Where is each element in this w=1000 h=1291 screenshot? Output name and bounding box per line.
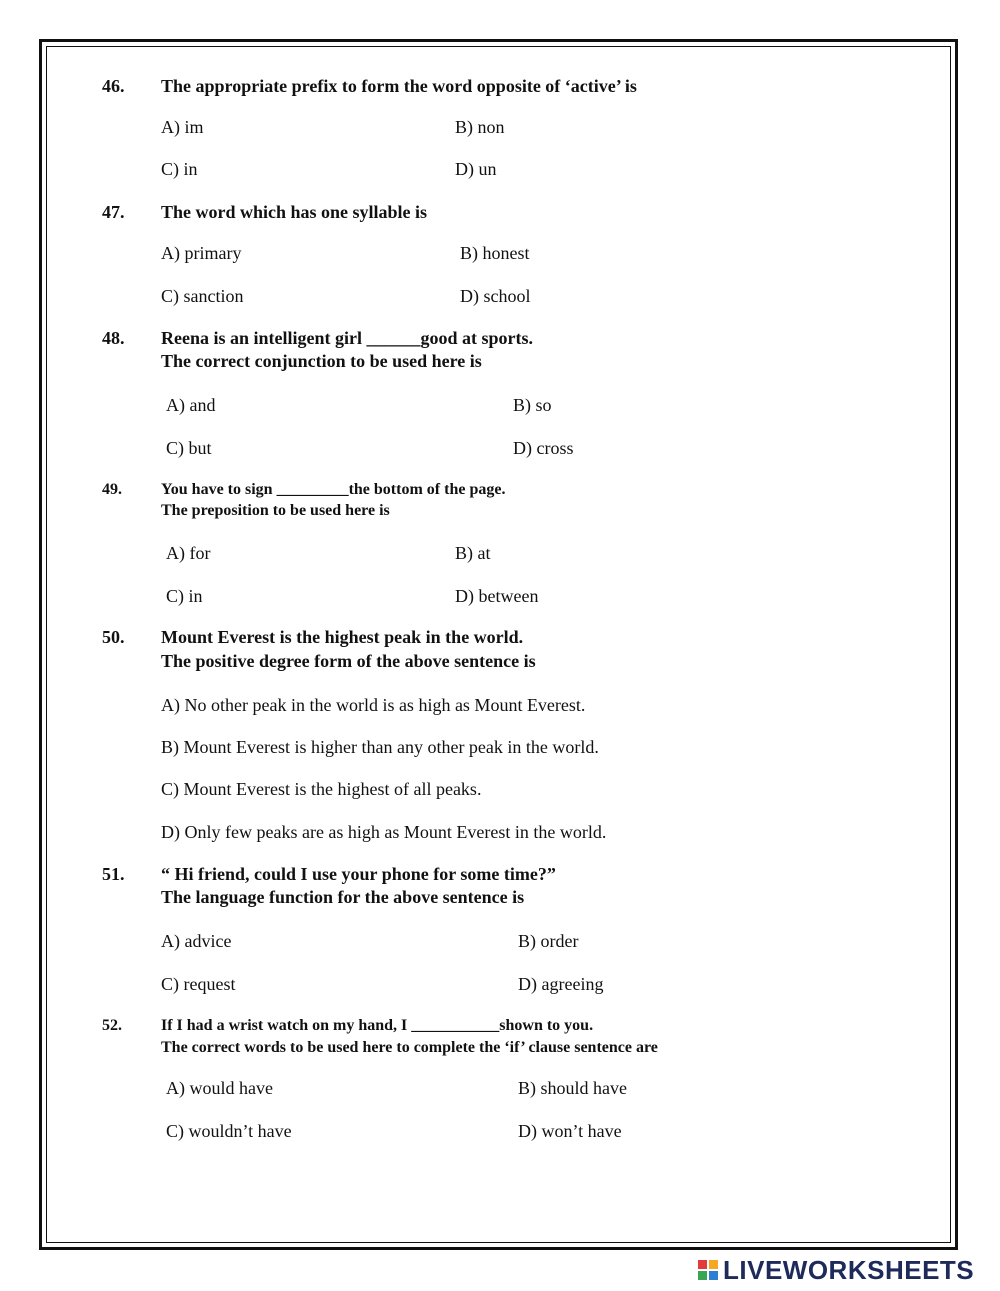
option-d: D) school [460, 286, 531, 306]
option-c: C) sanction [161, 286, 244, 306]
option-c: C) but [166, 438, 212, 458]
question-instruction: The positive degree form of the above sentence is [161, 651, 536, 671]
question-number: 52. [102, 1017, 122, 1034]
option-b: B) order [518, 931, 579, 951]
option-d: D) agreeing [518, 974, 604, 994]
option-a: A) would have [166, 1078, 273, 1098]
option-a: A) im [161, 117, 204, 137]
option-a: A) primary [161, 243, 242, 263]
question-number: 48. [102, 328, 125, 348]
question-instruction: The language function for the above sentence is [161, 887, 525, 907]
option-b: B) at [455, 543, 491, 563]
option-b: B) non [455, 117, 505, 137]
option-c: C) request [161, 974, 236, 994]
question-stem: You have to sign _________the bottom of the page. [161, 481, 506, 498]
option-a: A) and [166, 395, 216, 415]
option-a: A) No other peak in the world is as high as Mount Everest. [161, 695, 586, 715]
question-instruction: The preposition to be used here is [161, 502, 390, 519]
option-d: D) un [455, 159, 497, 179]
question-number: 49. [102, 481, 122, 498]
option-d: D) cross [513, 438, 574, 458]
logo-square-orange [709, 1260, 718, 1269]
question-instruction: The correct conjunction to be used here is [161, 351, 482, 371]
option-d: D) between [455, 586, 539, 606]
option-a: A) advice [161, 931, 232, 951]
option-d: D) Only few peaks are as high as Mount Everest in the world. [161, 822, 607, 842]
logo-square-blue [709, 1271, 718, 1280]
option-b: B) so [513, 395, 552, 415]
question-stem: The word which has one syllable is [161, 202, 428, 222]
question-number: 50. [102, 627, 125, 647]
option-a: A) for [166, 543, 211, 563]
logo-square-red [698, 1260, 707, 1269]
question-stem: Reena is an intelligent girl ______good at sports. [161, 328, 533, 348]
question-stem: The appropriate prefix to form the word opposite of ‘active’ is [161, 76, 637, 96]
question-number: 47. [102, 202, 125, 222]
option-c: C) in [161, 159, 198, 179]
question-stem: Mount Everest is the highest peak in the world. [161, 627, 524, 647]
question-number: 46. [102, 76, 125, 96]
option-c: C) in [166, 586, 203, 606]
question-number: 51. [102, 864, 125, 884]
question-instruction: The correct words to be used here to complete the ‘if’ clause sentence are [161, 1039, 658, 1056]
logo-square-green [698, 1271, 707, 1280]
option-b: B) should have [518, 1078, 627, 1098]
liveworksheets-logo[interactable] [698, 1254, 974, 1286]
option-c: C) Mount Everest is the highest of all peaks. [161, 779, 482, 799]
option-c: C) wouldn’t have [166, 1121, 292, 1141]
option-d: D) won’t have [518, 1121, 622, 1141]
question-stem: If I had a wrist watch on my hand, I ___________shown to you. [161, 1017, 594, 1034]
option-b: B) Mount Everest is higher than any other peak in the world. [161, 737, 599, 757]
brand-name: LIVEWORKSHEETS [723, 1254, 975, 1285]
question-stem: “ Hi friend, could I use your phone for some time?” [161, 864, 556, 884]
option-b: B) honest [460, 243, 530, 263]
liveworksheets-icon [698, 1260, 718, 1280]
